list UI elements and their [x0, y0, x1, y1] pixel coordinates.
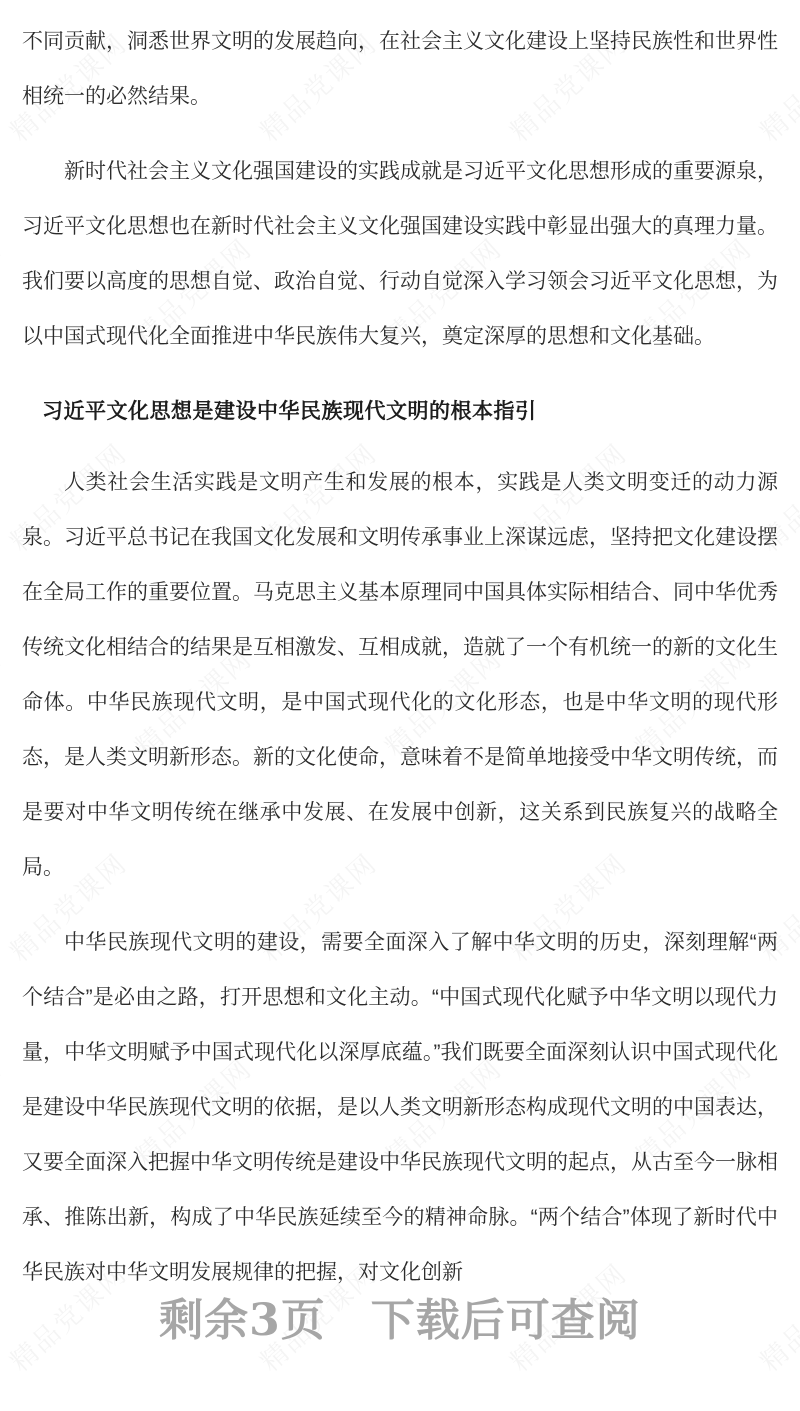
body-paragraph: 不同贡献，洞悉世界文明的发展趋向，在社会主义文化建设上坚持民族性和世界性相统一的必然结果。	[22, 30, 778, 108]
body-paragraph: 新时代社会主义文化强国建设的实践成就是习近平文化思想形成的重要源泉，习近平文化思想也在新时代社会主义文化强国建设实践中彰显出强大的真理力量。我们要以高度的思想自觉、政治自觉、行动自觉深入学习领会习近平文化思想，为以中国式现代化全面推进中华民族伟大复兴，奠定深厚的思想和文化基础。	[22, 160, 778, 348]
section-heading: 习近平文化思想是建设中华民族现代文明的根本指引	[42, 400, 537, 423]
body-paragraph: 中华民族现代文明的建设，需要全面深入了解中华文明的历史，深刻理解“两个结合”是必由之路，打开思想和文化主动。“中国式现代化赋予中华文明以现代力量，中华文明赋予中国式现代化以深厚底蕴。”我们既要全面深刻认识中国式现代化是建设中华民族现代文明的依据，是以人类文明新形态构成现代文明的中国表达，又要全面深入把握中华文明传统是建设中华民族现代文明的起点，从古至今一脉相承、推陈出新，构成了中华民族延续至今的精神命脉。“两个结合”体现了新时代中华民族对中华文明发展规律的把握，对文化创新	[22, 931, 778, 1284]
remaining-pages-notice	[0, 1295, 800, 1348]
document-body	[22, 0, 778, 1300]
remaining-pages-label: 剩余3页 下载后可查阅	[159, 1295, 641, 1346]
body-paragraph: 人类社会生活实践是文明产生和发展的根本，实践是人类文明变迁的动力源泉。习近平总书记在我国文化发展和文明传承事业上深谋远虑，坚持把文化建设摆在全局工作的重要位置。马克思主义基本原理同中国具体实际相结合、同中华优秀传统文化相结合的结果是互相激发、互相成就，造就了一个有机统一的新的文化生命体。中华民族现代文明，是中国式现代化的文化形态，也是中华文明的现代形态，是人类文明新形态。新的文化使命，意味着不是简单地接受中华文明传统，而是要对中华文明传统在继承中发展、在发展中创新，这关系到民族复兴的战略全局。	[22, 471, 778, 879]
